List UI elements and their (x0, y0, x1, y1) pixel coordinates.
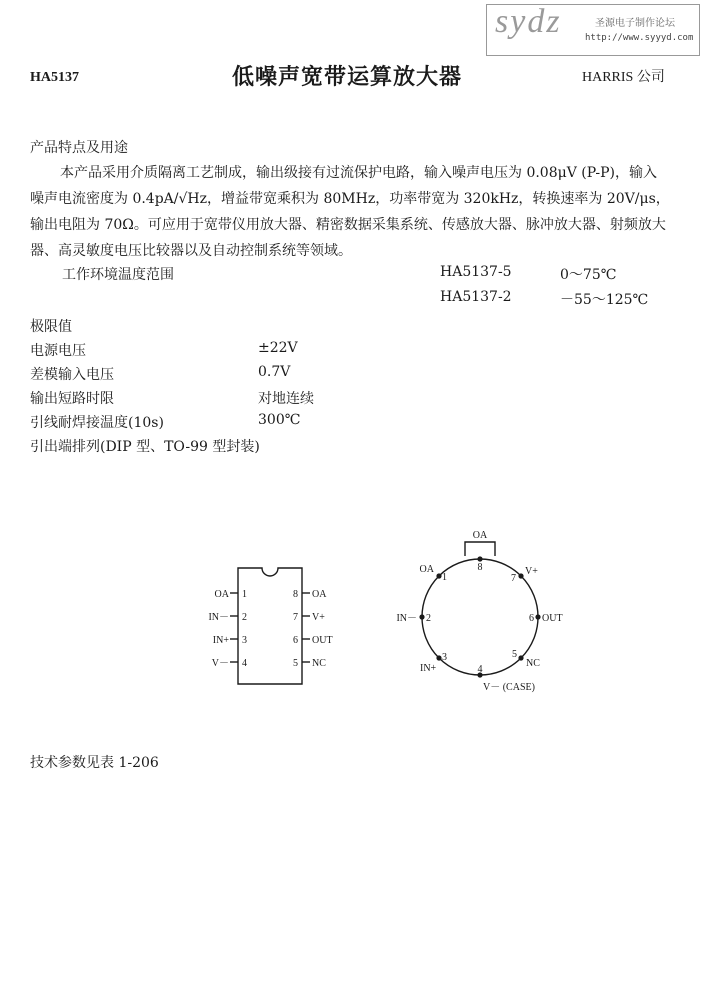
to99-pin-number: 5 (512, 649, 517, 660)
dip-pin-number: 7 (293, 612, 298, 623)
temp-range: －55～125℃ (560, 292, 649, 308)
dip-pin-label: OA (312, 589, 327, 600)
to99-pin-label: IN+ (420, 663, 437, 674)
dip-pin-label: IN+ (212, 635, 229, 646)
dip-pin-number: 5 (293, 658, 298, 669)
to99-pin-label: OA (419, 564, 434, 575)
to99-pin-label: NC (526, 658, 540, 669)
to99-pin-label: V+ (525, 566, 538, 577)
to99-pin-dot (535, 614, 540, 619)
to99-pin-dot (436, 573, 441, 578)
features-paragraph: 本产品采用介质隔离工艺制成，输出级接有过流保护电路，输入噪声电压为 0.08μV (P-P)，输入噪声电流密度为 0.4pA/√Hz，增益带宽乘积为 80MHz，功率带宽为 320kHz，转换速率为 20V/μs，输出电阻为 70Ω。可应用于宽带仪用放大器、精密数据采集系统、传感放大器、脉冲放大器、射频放大器、高灵敏度电压比较器以及自动控制系统等领域。 (30, 165, 670, 259)
limit-value: 0.7V (258, 364, 291, 380)
to99-pin-label: OA (472, 530, 488, 541)
dip-pin-number: 3 (242, 635, 247, 646)
dip-pin-number: 6 (293, 635, 298, 646)
dip-pin-label: NC (312, 658, 326, 669)
watermark-name: 圣源电子制作论坛 (595, 18, 675, 29)
to99-pin-dot (436, 655, 441, 660)
part-number: HA5137 (30, 70, 79, 85)
to99-pin-dot (419, 614, 424, 619)
to99-tab (465, 542, 495, 556)
limit-label: 差模输入电压 (30, 367, 114, 383)
temp-range: 0～75℃ (560, 267, 617, 283)
watermark-url: http://www.syyyd.com (585, 33, 694, 43)
to99-pin-number: 7 (511, 573, 516, 584)
page-title: 低噪声宽带运算放大器 (232, 64, 463, 90)
temp-range-label: 工作环境温度范围 (62, 267, 174, 283)
dip-pin-number: 2 (242, 612, 247, 623)
to99-pin-number: 4 (477, 664, 483, 675)
dip-pin-label: OA (214, 589, 229, 600)
to99-pin-dot (518, 655, 523, 660)
to99-pin-number: 6 (529, 613, 534, 624)
dip-package-diagram (200, 560, 350, 700)
watermark-stamp (486, 4, 700, 56)
to99-package-diagram (380, 520, 600, 705)
dip-pin-label: OUT (312, 635, 333, 646)
to99-pin-dot (477, 556, 482, 561)
dip-pin-label: V－ (211, 658, 229, 669)
dip-pin-number: 1 (242, 589, 247, 600)
temp-model: HA5137-2 (440, 289, 512, 305)
reference-note: 技术参数见表 1-206 (30, 755, 159, 771)
to99-pin-number: 1 (442, 572, 447, 583)
dip-pin-label: V+ (312, 612, 325, 623)
to99-pin-label: IN－ (396, 613, 417, 624)
to99-pin-number: 2 (426, 613, 431, 624)
dip-pin-number: 4 (242, 658, 247, 669)
features-heading: 产品特点及用途 (30, 140, 128, 156)
dip-pin-number: 8 (293, 589, 298, 600)
limit-value: ±22V (258, 340, 298, 356)
temp-model: HA5137-5 (440, 264, 512, 280)
limit-label: 电源电压 (30, 343, 86, 359)
to99-pin-label: V－ (CASE) (483, 682, 535, 693)
limits-heading: 极限值 (30, 319, 72, 335)
company-name: HARRIS 公司 (582, 70, 665, 85)
to99-pin-number: 8 (477, 562, 483, 573)
to99-pin-dot (518, 573, 523, 578)
to99-pin-number: 3 (442, 652, 447, 663)
watermark-logo: sydz (495, 3, 562, 40)
dip-pin-label: IN－ (208, 612, 229, 623)
limit-label: 引线耐焊接温度(10s) (30, 415, 164, 431)
pinout-heading: 引出端排列(DIP 型、TO-99 型封装) (30, 439, 260, 455)
limit-value: 300℃ (258, 412, 301, 428)
limit-value: 对地连续 (258, 391, 314, 407)
limit-label: 输出短路时限 (30, 391, 114, 407)
to99-pin-label: OUT (542, 613, 563, 624)
